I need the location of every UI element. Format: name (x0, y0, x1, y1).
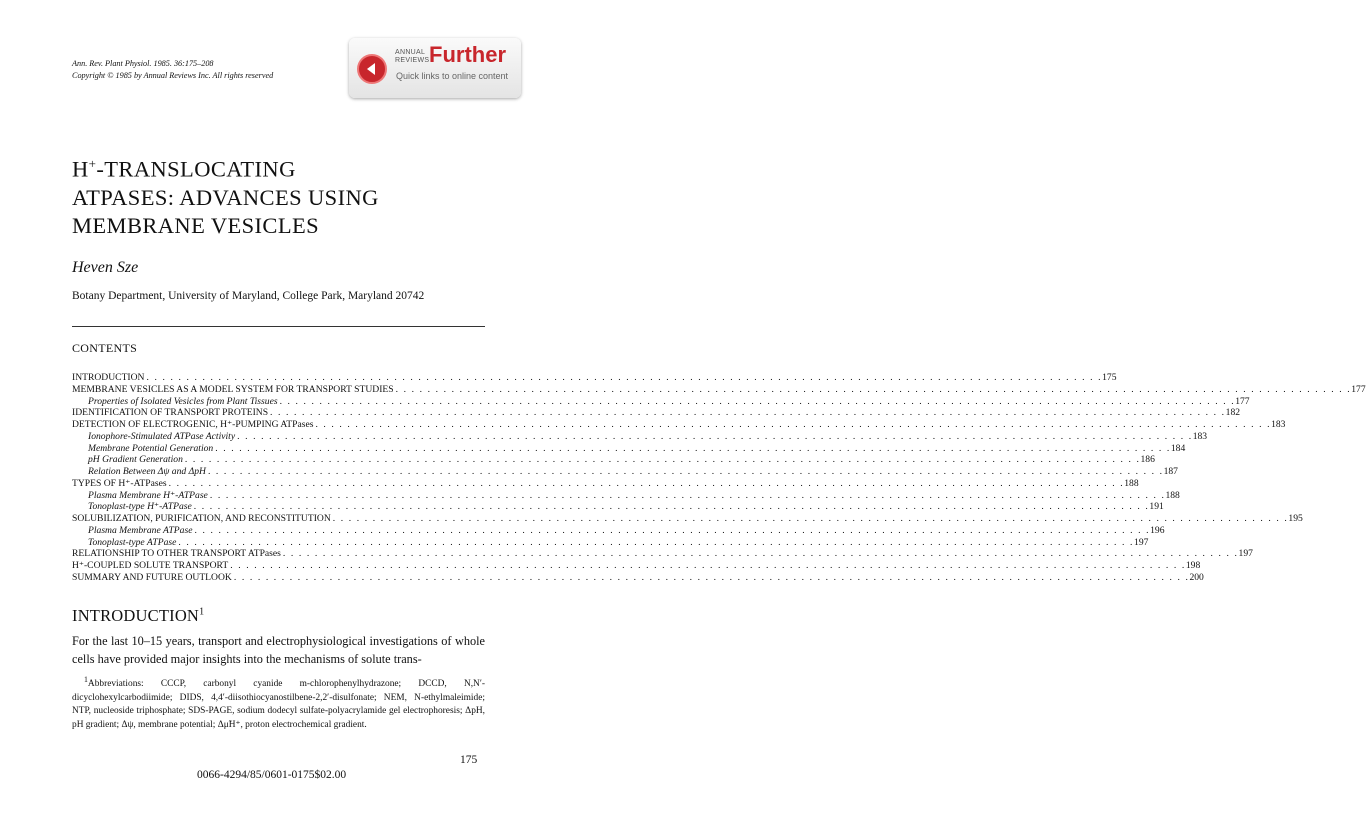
toc-entry-page: 187 (1163, 466, 1178, 477)
toc-entry-page: 177 (1351, 383, 1366, 395)
introduction-heading: INTRODUCTION$^1$ (72, 606, 205, 625)
toc-entry-title: Plasma Membrane H⁺-ATPase (88, 489, 208, 501)
toc-entry-title: Membrane Potential Generation (88, 442, 214, 454)
toc-entry-title: SOLUBILIZATION, PURIFICATION, AND RECONSTITUTION (72, 513, 331, 524)
author-affiliation: Botany Department, University of Maryland, College Park, Maryland 20742 (72, 290, 425, 302)
toc-leader-dots: . . . . . . . . . . . . . . . . . . . . . . . . . . . . . . . . . . . . . . . . . . . . . . . . . . . . . . . . . . . . . . . . . . . . . . . . . . . . . . . . . . . . . . . . . . . . . . . . . . . . . . . . . . . . . . . . . . . . . . . . (315, 419, 1272, 430)
toc-leader-dots: . . . . . . . . . . . . . . . . . . . . . . . . . . . . . . . . . . . . . . . . . . . . . . . . . . . . . . . . . . . . . . . . . . . . . . . . . . . . . . . . . . . . . . . . . . . . . . . . . . . . . . . . . . . . . . . . . . . . . . . . (270, 407, 1226, 419)
footnote-text: Abbreviations: CCCP, carbonyl cyanide m-chlorophenylhydrazone; DCCD, N,N′-dicyclohexylcarbodiimide; DIDS, 4,4′-diisothiocyanostilbene-2,2′-disulfonate; NEM, N-ethylmaleimide; NTP, nucleoside triphosphate; SDS-PAGE, sodium dodecyl sulfate-polyacrylamide gel electrophoresis; ΔpH, pH gradient; Δψ, membrane potential; Δμ̃H⁺, proton electrochemical gradient. (72, 679, 485, 730)
toc-entry-page: 198 (1185, 560, 1201, 571)
toc-leader-dots: . . . . . . . . . . . . . . . . . . . . . . . . . . . . . . . . . . . . . . . . . . . . . . . . . . . . . . . . . . . . . . . . . . . . . . . . . . . . . . . . . . . . . . . . . . . . . . . . . . . . . . . . . . . . . . . . . . . . . . . . (209, 489, 1166, 501)
toc-leader-dots: . . . . . . . . . . . . . . . . . . . . . . . . . . . . . . . . . . . . . . . . . . . . . . . . . . . . . . . . . . . . . . . . . . . . . . . . . . . . . . . . . . . . . . . . . . . . . . . . . . . . . . . . . . . . . . . . . . . . . . . . (178, 536, 1135, 548)
title-line-1: H+-TRANSLOCATING (72, 156, 296, 182)
toc-entry-page: 183 (1192, 430, 1208, 442)
toc-leader-dots: . . . . . . . . . . . . . . . . . . . . . . . . . . . . . . . . . . . . . . . . . . . . . . . . . . . . . . . . . . . . . . . . . . . . . . . . . . . . . . . . . . . . . . . . . . . . . . . . . . . . . . . . . . . . . . . . . . . . . . . . (168, 477, 1125, 489)
toc-entry-title: DETECTION OF ELECTROGENIC, H⁺-PUMPING ATPases (72, 419, 314, 430)
toc-entry-title: Plasma Membrane ATPase (88, 524, 193, 536)
toc-entry-title: Properties of Isolated Vesicles from Plant Tissues (88, 395, 278, 407)
toc-leader-dots: . . . . . . . . . . . . . . . . . . . . . . . . . . . . . . . . . . . . . . . . . . . . . . . . . . . . . . . . . . . . . . . . . . . . . . . . . . . . . . . . . . . . . . . . . . . . . . . . . . . . . . . . . . . . . . . . . . . . . . . . (282, 548, 1239, 560)
toc-leader-dots: . . . . . . . . . . . . . . . . . . . . . . . . . . . . . . . . . . . . . . . . . . . . . . . . . . . . . . . . . . . . . . . . . . . . . . . . . . . . . . . . . . . . . . . . . . . . . . . . . . . . . . . . . . . . . . . . . . . . . . . . (237, 430, 1193, 442)
footnote: $^1$Abbreviations: CCCP, carbonyl cyanide m-chlorophenylhydrazone; DCCD, N,N′-dicyclohexylcarbodiimide; DIDS, 4,4′-diisothiocyanostilbene-2,2′-disulfonate; NEM, N-ethylmaleimide; NTP, nucleoside triphosphate; SDS-PAGE, sodium dodecyl sulfate-polyacrylamide gel electrophoresis; ΔpH, pH gradient; Δψ, membrane potential; Δμ̃H⁺, proton electrochemical gradient. (72, 675, 485, 730)
toc-entry-page: 188 (1124, 477, 1139, 489)
toc-leader-dots: . . . . . . . . . . . . . . . . . . . . . . . . . . . . . . . . . . . . . . . . . . . . . . . . . . . . . . . . . . . . . . . . . . . . . . . . . . . . . . . . . . . . . . . . . . . . . . . . . . . . . . . . . . . . . . . . . . . . . . . . (193, 501, 1150, 513)
toc-entry-title: Ionophore-Stimulated ATPase Activity (88, 430, 236, 442)
toc-leader-dots: . . . . . . . . . . . . . . . . . . . . . . . . . . . . . . . . . . . . . . . . . . . . . . . . . . . . . . . . . . . . . . . . . . . . . . . . . . . . . . . . . . . . . . . . . . . . . . . . . . . . . . . . . . . . . . . . . . . . . . . . (146, 372, 1103, 383)
further-wordmark: Further (429, 42, 506, 67)
author-name: Heven Sze (72, 259, 139, 276)
toc-entry-title: SUMMARY AND FUTURE OUTLOOK (72, 571, 232, 583)
annual-reviews-further-badge[interactable] (349, 38, 521, 98)
toc-entry-page: 191 (1149, 501, 1164, 513)
toc-entry-page: 184 (1170, 442, 1186, 454)
toc-entry-page: 177 (1235, 395, 1250, 407)
toc-leader-dots: . . . . . . . . . . . . . . . . . . . . . . . . . . . . . . . . . . . . . . . . . . . . . . . . . . . . . . . . . . . . . . . . . . . . . . . . . . . . . . . . . . . . . . . . . . . . . . . . . . . . . . . . . . . . . . . . . . . . . . . . (215, 442, 1171, 454)
toc-entry-page: 183 (1271, 419, 1286, 430)
toc-entry-page: 196 (1150, 524, 1165, 536)
citation-line-2: Copyright © 1985 by Annual Reviews Inc. All rights reserved (72, 71, 274, 80)
title-line-3: MEMBRANE VESICLES (72, 212, 320, 238)
toc-entry-title: INTRODUCTION (72, 372, 145, 383)
toc-leader-dots: . . . . . . . . . . . . . . . . . . . . . . . . . . . . . . . . . . . . . . . . . . . . . . . . . . . . . . . . . . . . . . . . . . . . . . . . . . . . . . . . . . . . . . . . . . . . . . . . . . . . . . . . . . . . . . . . . . . . . . . . (279, 395, 1236, 407)
toc-entry-title: RELATIONSHIP TO OTHER TRANSPORT ATPases (72, 548, 281, 560)
toc-entry-page: 186 (1140, 454, 1155, 466)
toc-leader-dots: . . . . . . . . . . . . . . . . . . . . . . . . . . . . . . . . . . . . . . . . . . . . . . . . . . . . . . . . . . . . . . . . . . . . . . . . . . . . . . . . . . . . . . . . . . . . . . . . . . . . . . . . . . . . . . . . . . . . . . . . (230, 560, 1186, 571)
toc-leader-dots: . . . . . . . . . . . . . . . . . . . . . . . . . . . . . . . . . . . . . . . . . . . . . . . . . . . . . . . . . . . . . . . . . . . . . . . . . . . . . . . . . . . . . . . . . . . . . . . . . . . . . . . . . . . . . . . . . . . . . . . . (184, 454, 1141, 466)
toc-entry-page: 195 (1288, 513, 1303, 524)
toc-entry-title: Tonoplast-type H⁺-ATPase (88, 501, 192, 513)
toc-entry-title: H⁺-COUPLED SOLUTE TRANSPORT (72, 560, 229, 571)
toc-entry-page: 188 (1165, 489, 1180, 501)
title-line-2: ATPASES: ADVANCES USING (72, 184, 379, 210)
toc-entry-page: 197 (1238, 548, 1253, 560)
badge-tagline: Quick links to online content (396, 71, 509, 81)
toc-entry-title: Tonoplast-type ATPase (88, 536, 177, 548)
toc-entry-page: 182 (1225, 407, 1241, 419)
header-divider (72, 326, 485, 327)
toc-entry-title: pH Gradient Generation (88, 454, 183, 466)
journal-citation (72, 58, 273, 82)
toc-leader-dots: . . . . . . . . . . . . . . . . . . . . . . . . . . . . . . . . . . . . . . . . . . . . . . . . . . . . . . . . . . . . . . . . . . . . . . . . . . . . . . . . . . . . . . . . . . . . . . . . . . . . . . . . . . . . . . . . . . . . . . . . (207, 466, 1164, 477)
toc-entry-title: TYPES OF H⁺-ATPases (72, 477, 167, 489)
toc-entry-title: Relation Between Δψ and ΔpH (88, 466, 206, 477)
toc-leader-dots: . . . . . . . . . . . . . . . . . . . . . . . . . . . . . . . . . . . . . . . . . . . . . . . . . . . . . . . . . . . . . . . . . . . . . . . . . . . . . . . . . . . . . . . . . . . . . . . . . . . . . . . . . . . . . . . . . . . . . . . . (233, 571, 1190, 583)
citation-line-1: Ann. Rev. Plant Physiol. 1985. 36:175–208 (72, 59, 214, 68)
toc-leader-dots: . . . . . . . . . . . . . . . . . . . . . . . . . . . . . . . . . . . . . . . . . . . . . . . . . . . . . . . . . . . . . . . . . . . . . . . . . . . . . . . . . . . . . . . . . . . . . . . . . . . . . . . . . . . . . . . . . . . . . . . . (395, 383, 1352, 395)
toc-entry-page: 197 (1134, 536, 1149, 548)
toc-entry-title: MEMBRANE VESICLES AS A MODEL SYSTEM FOR TRANSPORT STUDIES (72, 383, 394, 395)
article-title (72, 150, 379, 240)
annual-reviews-wordmark: ANNUAL REVIEWS (395, 49, 430, 64)
toc-entry (72, 571, 1204, 584)
toc-leader-dots: . . . . . . . . . . . . . . . . . . . . . . . . . . . . . . . . . . . . . . . . . . . . . . . . . . . . . . . . . . . . . . . . . . . . . . . . . . . . . . . . . . . . . . . . . . . . . . . . . . . . . . . . . . . . . . . . . . . . . . . . (332, 513, 1289, 524)
toc-entry-page: 200 (1189, 571, 1204, 583)
toc-entry-title: IDENTIFICATION OF TRANSPORT PROTEINS (72, 407, 269, 419)
page-number: 175 (460, 754, 478, 766)
footnote-marker: 1 (199, 606, 205, 618)
contents-heading: CONTENTS (72, 341, 138, 355)
intro-paragraph: For the last 10–15 years, transport and electrophysiological investigations of whole cells have provided major insights into the mechanisms of solute trans- (72, 634, 485, 666)
issn-line: 0066-4294/85/0601-0175$02.00 (197, 769, 347, 781)
toc-entry-page: 175 (1102, 372, 1117, 383)
toc-leader-dots: . . . . . . . . . . . . . . . . . . . . . . . . . . . . . . . . . . . . . . . . . . . . . . . . . . . . . . . . . . . . . . . . . . . . . . . . . . . . . . . . . . . . . . . . . . . . . . . . . . . . . . . . . . . . . . . . . . . . . . . . (194, 524, 1151, 536)
back-arrow-icon (357, 54, 387, 84)
